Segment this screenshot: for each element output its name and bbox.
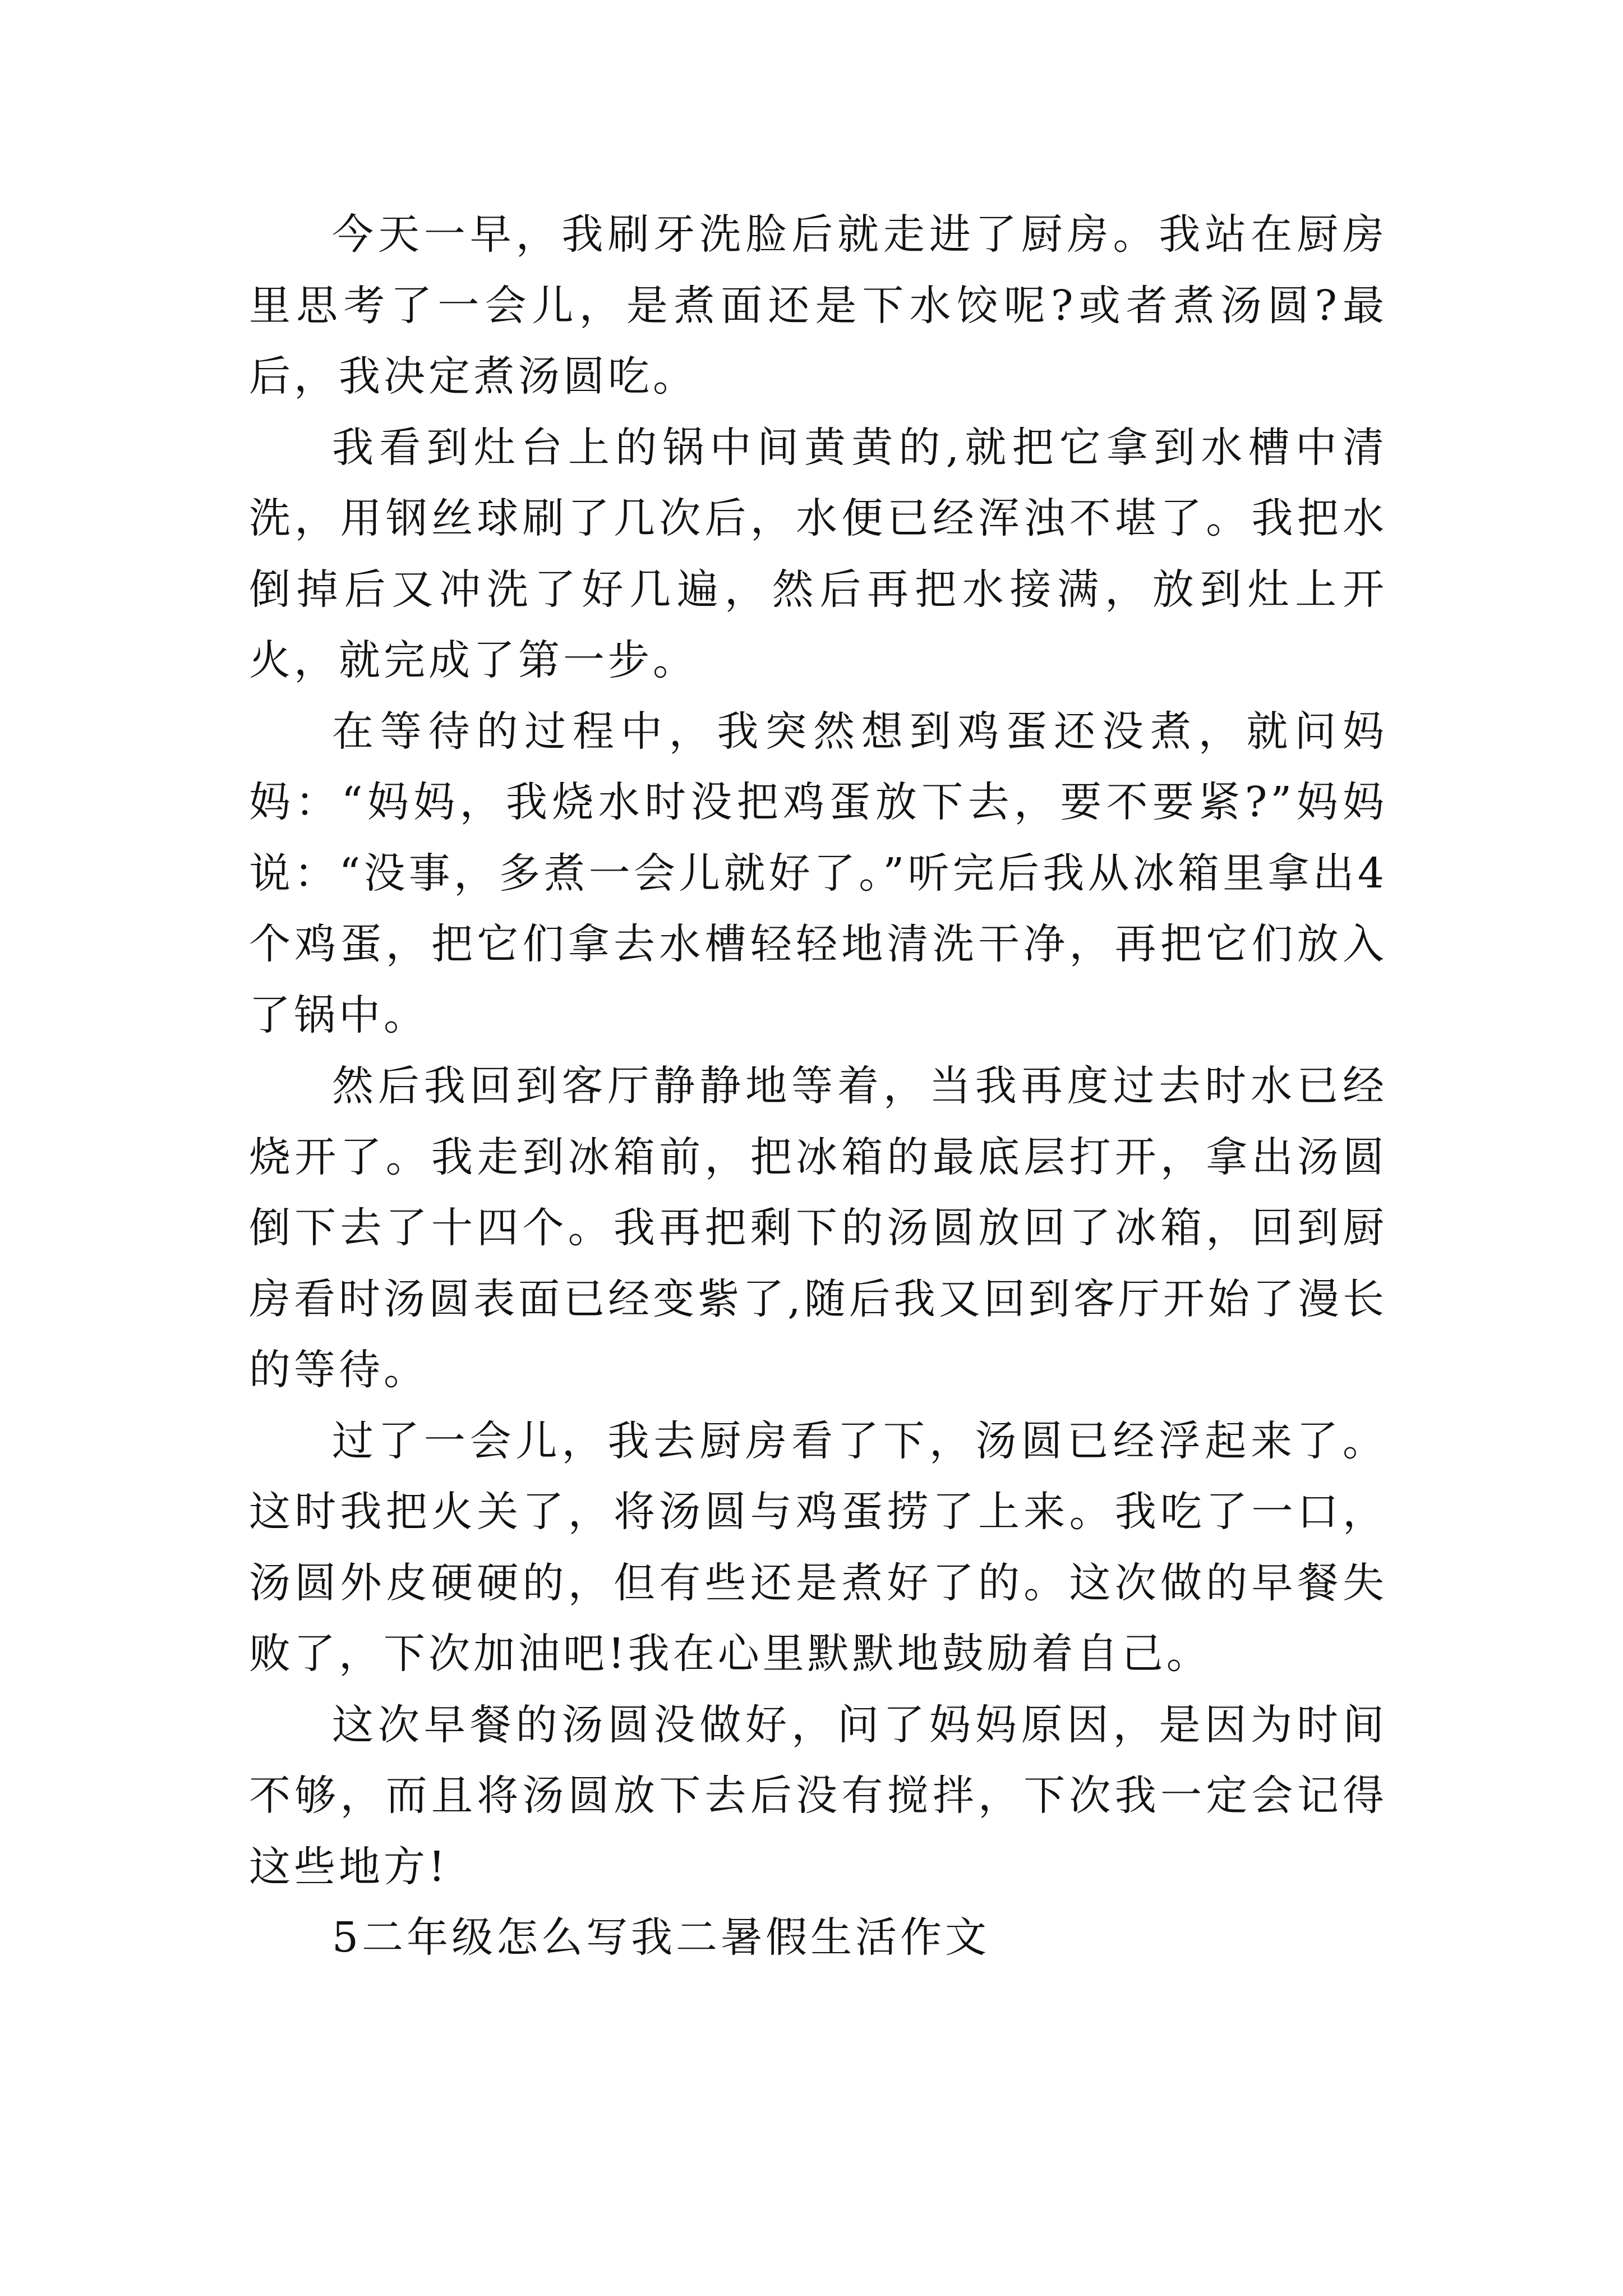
paragraph-1: 今天一早，我刷牙洗脸后就走进了厨房。我站在厨房里思考了一会儿，是煮面还是下水饺呢?或者煮汤圆?最后，我决定煮汤圆吃。 — [249, 210, 1387, 401]
paragraph-4: 然后我回到客厅静静地等着，当我再度过去时水已经烧开了。我走到冰箱前，把冰箱的最底层打开，拿出汤圆倒下去了十四个。我再把剩下的汤圆放回了冰箱，回到厨房看时汤圆表面已经变紫了,随后我又回到客厅开始了漫长的等待。 — [249, 1062, 1387, 1394]
paragraph-6: 这次早餐的汤圆没做好，问了妈妈原因，是因为时间不够，而且将汤圆放下去后没有搅拌，下次我一定会记得这些地方! — [249, 1700, 1387, 1891]
essay-body — [249, 199, 1387, 1973]
paragraph-3: 在等待的过程中，我突然想到鸡蛋还没煮，就问妈妈：“妈妈，我烧水时没把鸡蛋放下去，要不要紧?”妈妈说：“没事，多煮一会儿就好了。”听完后我从冰箱里拿出4个鸡蛋，把它们拿去水槽轻轻地清洗干净，再把它们放入了锅中。 — [249, 707, 1387, 1039]
paragraph-5: 过了一会儿，我去厨房看了下，汤圆已经浮起来了。这时我把火关了，将汤圆与鸡蛋捞了上来。我吃了一口，汤圆外皮硬硬的，但有些还是煮好了的。这次做的早餐失败了，下次加油吧!我在心里默默地鼓励着自己。 — [249, 1416, 1387, 1678]
next-essay-heading: 5二年级怎么写我二暑假生活作文 — [332, 1913, 990, 1962]
paragraph-2: 我看到灶台上的锅中间黄黄的,就把它拿到水槽中清洗，用钢丝球刷了几次后，水便已经浑浊不堪了。我把水倒掉后又冲洗了好几遍，然后再把水接满，放到灶上开火，就完成了第一步。 — [249, 423, 1387, 684]
